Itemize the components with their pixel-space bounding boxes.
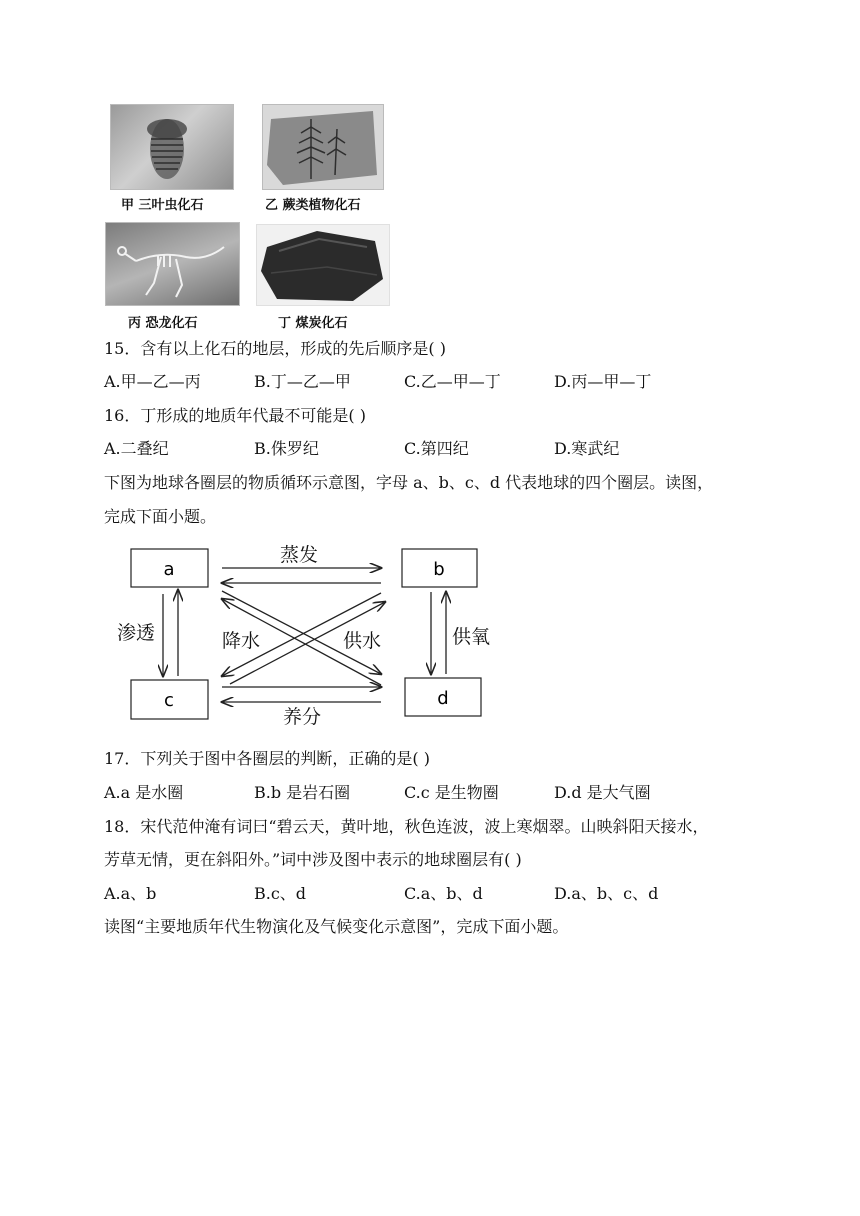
q18-stem-line-1: 18．宋代范仲淹有词曰“碧云天，黄叶地，秋色连波，波上寒烟翠。山映斜阳天接水， <box>104 817 709 836</box>
q18-option-d[interactable]: D.a、b、c、d <box>554 884 659 903</box>
intro-paragraph-2: 读图“主要地质年代生物演化及气候变化示意图”，完成下面小题。 <box>104 917 569 936</box>
q15-option-d[interactable]: D.丙—甲—丁 <box>554 372 652 391</box>
label-precipitation: 降水 <box>222 630 261 652</box>
q16-option-a[interactable]: A.二叠纪 <box>104 439 169 458</box>
q16-stem: 16．丁形成的地质年代最不可能是( ) <box>104 406 366 425</box>
fossil-caption-yi: 乙 蕨类植物化石 <box>265 198 361 213</box>
q16-option-d[interactable]: D.寒武纪 <box>554 439 620 458</box>
q15-stem: 15．含有以上化石的地层，形成的先后顺序是( ) <box>104 339 446 358</box>
label-oxygen-supply: 供氧 <box>452 626 491 648</box>
q15-option-a[interactable]: A.甲—乙—丙 <box>104 372 201 391</box>
q16-option-c[interactable]: C.第四纪 <box>404 439 469 458</box>
q17-option-a[interactable]: A.a 是水圈 <box>104 783 184 802</box>
fossil-caption-ding: 丁 煤炭化石 <box>278 316 348 331</box>
box-c-label: c <box>164 690 174 711</box>
box-b-label: b <box>433 559 445 580</box>
label-water-supply: 供水 <box>343 630 382 652</box>
q16-option-b[interactable]: B.侏罗纪 <box>254 439 319 458</box>
label-evaporation: 蒸发 <box>279 544 319 566</box>
q17-option-b[interactable]: B.b 是岩石圈 <box>254 783 351 802</box>
intro-paragraph-line-2: 完成下面小题。 <box>104 507 217 526</box>
label-infiltration: 渗透 <box>117 622 156 644</box>
box-d-label: d <box>437 688 449 709</box>
q18-option-c[interactable]: C.a、b、d <box>404 884 483 903</box>
q17-option-c[interactable]: C.c 是生物圈 <box>404 783 499 802</box>
intro-paragraph-line-1: 下图为地球各圈层的物质循环示意图，字母 a、b、c、d 代表地球的四个圈层。读图， <box>104 473 714 492</box>
q17-option-d[interactable]: D.d 是大气圈 <box>554 783 651 802</box>
q15-option-c[interactable]: C.乙—甲—丁 <box>404 372 501 391</box>
fossil-caption-jia: 甲 三叶虫化石 <box>121 198 204 213</box>
box-a-label: a <box>163 559 175 580</box>
q17-stem: 17．下列关于图中各圈层的判断，正确的是( ) <box>104 749 430 768</box>
label-nutrients: 养分 <box>282 706 322 728</box>
q18-option-b[interactable]: B.c、d <box>254 884 307 903</box>
fossil-caption-bing: 丙 恐龙化石 <box>128 316 198 331</box>
q15-option-b[interactable]: B.丁—乙—甲 <box>254 372 351 391</box>
q18-option-a[interactable]: A.a、b <box>104 884 157 903</box>
q18-stem-line-2: 芳草无情，更在斜阳外。”词中涉及图中表示的地球圈层有( ) <box>104 850 522 869</box>
